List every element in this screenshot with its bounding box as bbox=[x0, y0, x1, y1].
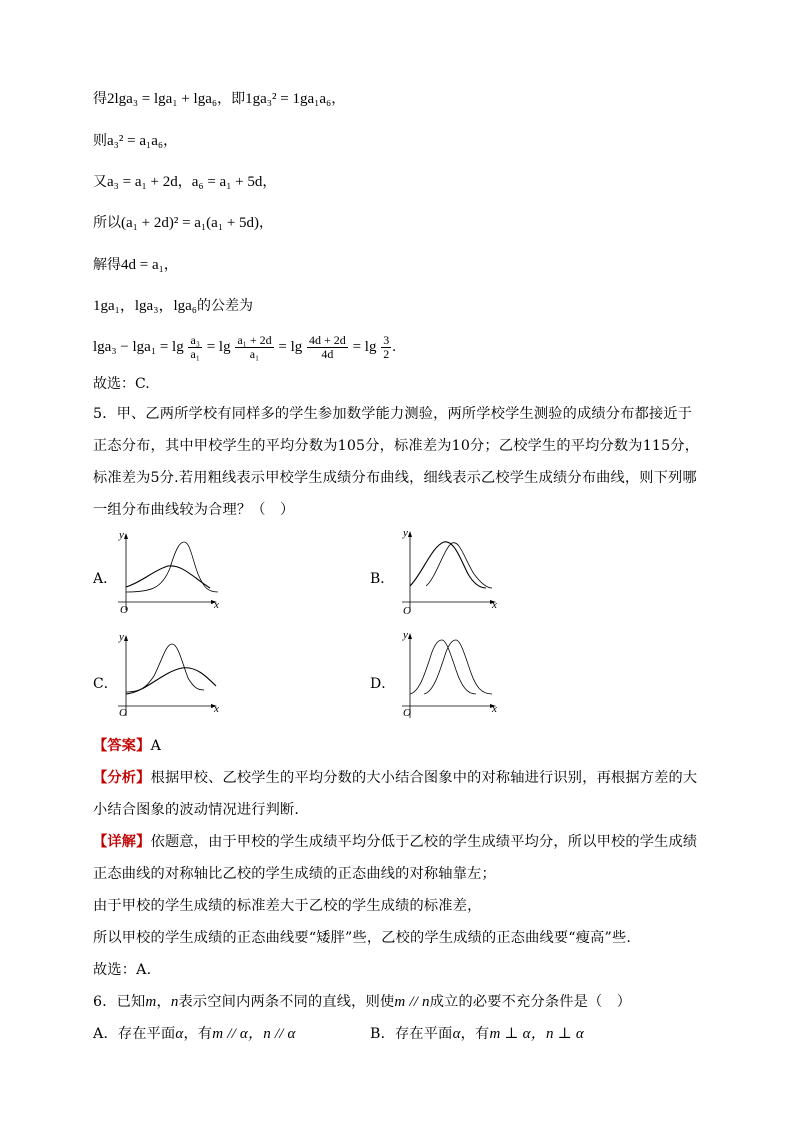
derivation-line-3 bbox=[93, 172, 276, 192]
denominator: a₁ bbox=[249, 347, 260, 362]
answer-tag: 【答案】 bbox=[93, 738, 151, 754]
numerator: 3 bbox=[383, 333, 390, 348]
text: ， bbox=[163, 133, 178, 149]
denominator: a₁ bbox=[190, 347, 200, 362]
formula: (a₁ + 2d)² = a₁(a₁ + 5d) bbox=[121, 215, 260, 231]
option-c-label: C． bbox=[93, 676, 118, 692]
option-d-label: D． bbox=[370, 676, 396, 692]
option-a-label: A． bbox=[93, 571, 118, 587]
y-axis-arrow bbox=[408, 633, 412, 639]
detail-section bbox=[93, 826, 705, 890]
text: A．存在平面 bbox=[93, 1026, 176, 1042]
formula: a₃² = a₁a₆ bbox=[107, 133, 164, 149]
final-answer: 故选：A. bbox=[93, 962, 152, 978]
analysis-text: 根据甲校、乙校学生的平均分数的大小结合图象中的对称轴进行识别，再根据方差的大小结合图象的波动情况进行判断. bbox=[93, 770, 698, 818]
formula: = lg bbox=[352, 339, 377, 355]
x-label: x bbox=[492, 599, 497, 611]
formula: 1ga₁，lga₃，lga₆ bbox=[93, 298, 197, 314]
text: ，有 bbox=[183, 1026, 213, 1042]
denominator: 4d bbox=[321, 347, 334, 362]
text: B．存在平面 bbox=[370, 1026, 453, 1042]
fraction bbox=[307, 334, 348, 361]
y-axis-arrow bbox=[124, 533, 128, 539]
y-axis-arrow bbox=[408, 531, 412, 537]
x-label: x bbox=[214, 599, 219, 611]
option-b-label: B． bbox=[370, 571, 395, 587]
formula: m // n bbox=[394, 994, 430, 1010]
formula: = lg bbox=[206, 339, 231, 355]
formula: 2lga₃ = lga₁ + lga₆ bbox=[107, 91, 218, 107]
formula: α bbox=[452, 1026, 461, 1042]
text: ， bbox=[331, 91, 346, 107]
text: 表示空间内两条不同的直线，则使 bbox=[178, 994, 395, 1010]
y-label: y bbox=[119, 631, 124, 643]
formula: . bbox=[392, 339, 396, 355]
text: ， bbox=[156, 994, 171, 1010]
school-jia-curve bbox=[410, 542, 486, 588]
school-yi-curve bbox=[126, 644, 204, 692]
text: ， bbox=[163, 257, 178, 273]
y-label: y bbox=[403, 629, 408, 641]
y-label: y bbox=[403, 527, 408, 539]
fraction bbox=[381, 334, 391, 361]
detail-tag: 【详解】 bbox=[93, 834, 151, 850]
origin-label: O bbox=[120, 604, 128, 616]
graph-d bbox=[396, 630, 516, 722]
derivation-line-1 bbox=[93, 89, 345, 109]
fraction bbox=[188, 334, 202, 361]
numerator: 4d + 2d bbox=[309, 333, 346, 348]
denominator: 2 bbox=[383, 347, 390, 362]
formula: m // α，n // α bbox=[212, 1026, 296, 1042]
derivation-line-5 bbox=[93, 255, 178, 275]
text: 的公差为 bbox=[197, 298, 253, 314]
question-6-option-b bbox=[370, 1018, 670, 1050]
derivation-line-7 bbox=[93, 330, 396, 364]
school-yi-curve bbox=[426, 543, 492, 588]
detail-line-2: 由于甲校的学生成绩的标准差大于乙校的学生成绩的标准差， bbox=[93, 898, 482, 914]
text: ，即 bbox=[217, 91, 246, 107]
graph-a bbox=[112, 530, 232, 615]
formula: n bbox=[170, 994, 179, 1010]
school-jia-curve bbox=[410, 640, 476, 694]
question-6-stem bbox=[93, 986, 705, 1018]
formula: α bbox=[175, 1026, 184, 1042]
detail-text-1: 依题意，由于甲校的学生成绩平均分低于乙校的学生成绩平均分，所以甲校的学生成绩正态曲线的对称轴比乙校的学生成绩的正态曲线的对称轴靠左； bbox=[93, 834, 698, 882]
graph-c bbox=[112, 632, 232, 720]
question-6-option-a bbox=[93, 1018, 393, 1050]
detail-line-3: 所以甲校的学生成绩的正态曲线要“矮胖”些，乙校的学生成绩的正态曲线要“瘦高”些. bbox=[93, 930, 632, 946]
origin-label: O bbox=[403, 605, 411, 617]
text: ，有 bbox=[460, 1026, 490, 1042]
text: ， bbox=[259, 215, 274, 231]
origin-label: O bbox=[403, 707, 411, 719]
x-label: x bbox=[492, 703, 497, 715]
text: ， bbox=[177, 174, 192, 190]
text: 所以 bbox=[93, 215, 121, 231]
text: 6．已知 bbox=[93, 994, 146, 1010]
formula: = lg bbox=[278, 339, 303, 355]
text: 又 bbox=[93, 174, 107, 190]
numerator: a₁ + 2d bbox=[237, 333, 272, 348]
school-yi-curve bbox=[424, 640, 492, 694]
derivation-line-4 bbox=[93, 213, 273, 233]
derivation-line-6 bbox=[93, 296, 253, 316]
x-label: x bbox=[214, 703, 219, 715]
text: 成立的必要不充分条件是（ ） bbox=[429, 994, 632, 1010]
derivation-line-2 bbox=[93, 131, 177, 151]
school-jia-curve bbox=[126, 566, 210, 588]
answer-section bbox=[93, 730, 705, 762]
question-5-text: 5．甲、乙两所学校有同样多的学生参加数学能力测验，两所学校学生测验的成绩分布都接近于正态分布，其中甲校学生的平均分数为105分，标准差为10分；乙校学生的平均分数为115分，标准差为5分.若用粗线表示甲校学生成绩分布曲线，细线表示乙校学生成绩分布曲线，则下列哪一组分布曲线较为合理？（ ） bbox=[93, 406, 700, 518]
formula: a₃ = a₁ + 2d bbox=[107, 174, 178, 190]
analysis-tag: 【分析】 bbox=[93, 770, 151, 786]
y-axis-arrow bbox=[124, 635, 128, 641]
y-label: y bbox=[119, 529, 124, 541]
text: 则 bbox=[93, 133, 107, 149]
formula: 4d = a₁ bbox=[121, 257, 164, 273]
fraction bbox=[235, 334, 273, 361]
text: 得 bbox=[93, 91, 107, 107]
analysis-section bbox=[93, 762, 705, 826]
answer-line: 故选：C. bbox=[93, 376, 150, 392]
formula: a₆ = a₁ + 5d bbox=[191, 174, 263, 190]
formula: m ⊥ α，n ⊥ α bbox=[489, 1026, 584, 1042]
numerator: a₃ bbox=[190, 333, 200, 348]
answer-value: A bbox=[150, 738, 162, 754]
formula: 1ga₃² = 1ga₁a₆ bbox=[245, 91, 332, 107]
graph-b bbox=[396, 528, 516, 616]
text: ， bbox=[262, 174, 277, 190]
formula: m bbox=[145, 994, 157, 1010]
text: 解得 bbox=[93, 257, 121, 273]
origin-label: O bbox=[119, 707, 127, 719]
formula: lga₃ − lga₁ = lg bbox=[93, 339, 184, 355]
